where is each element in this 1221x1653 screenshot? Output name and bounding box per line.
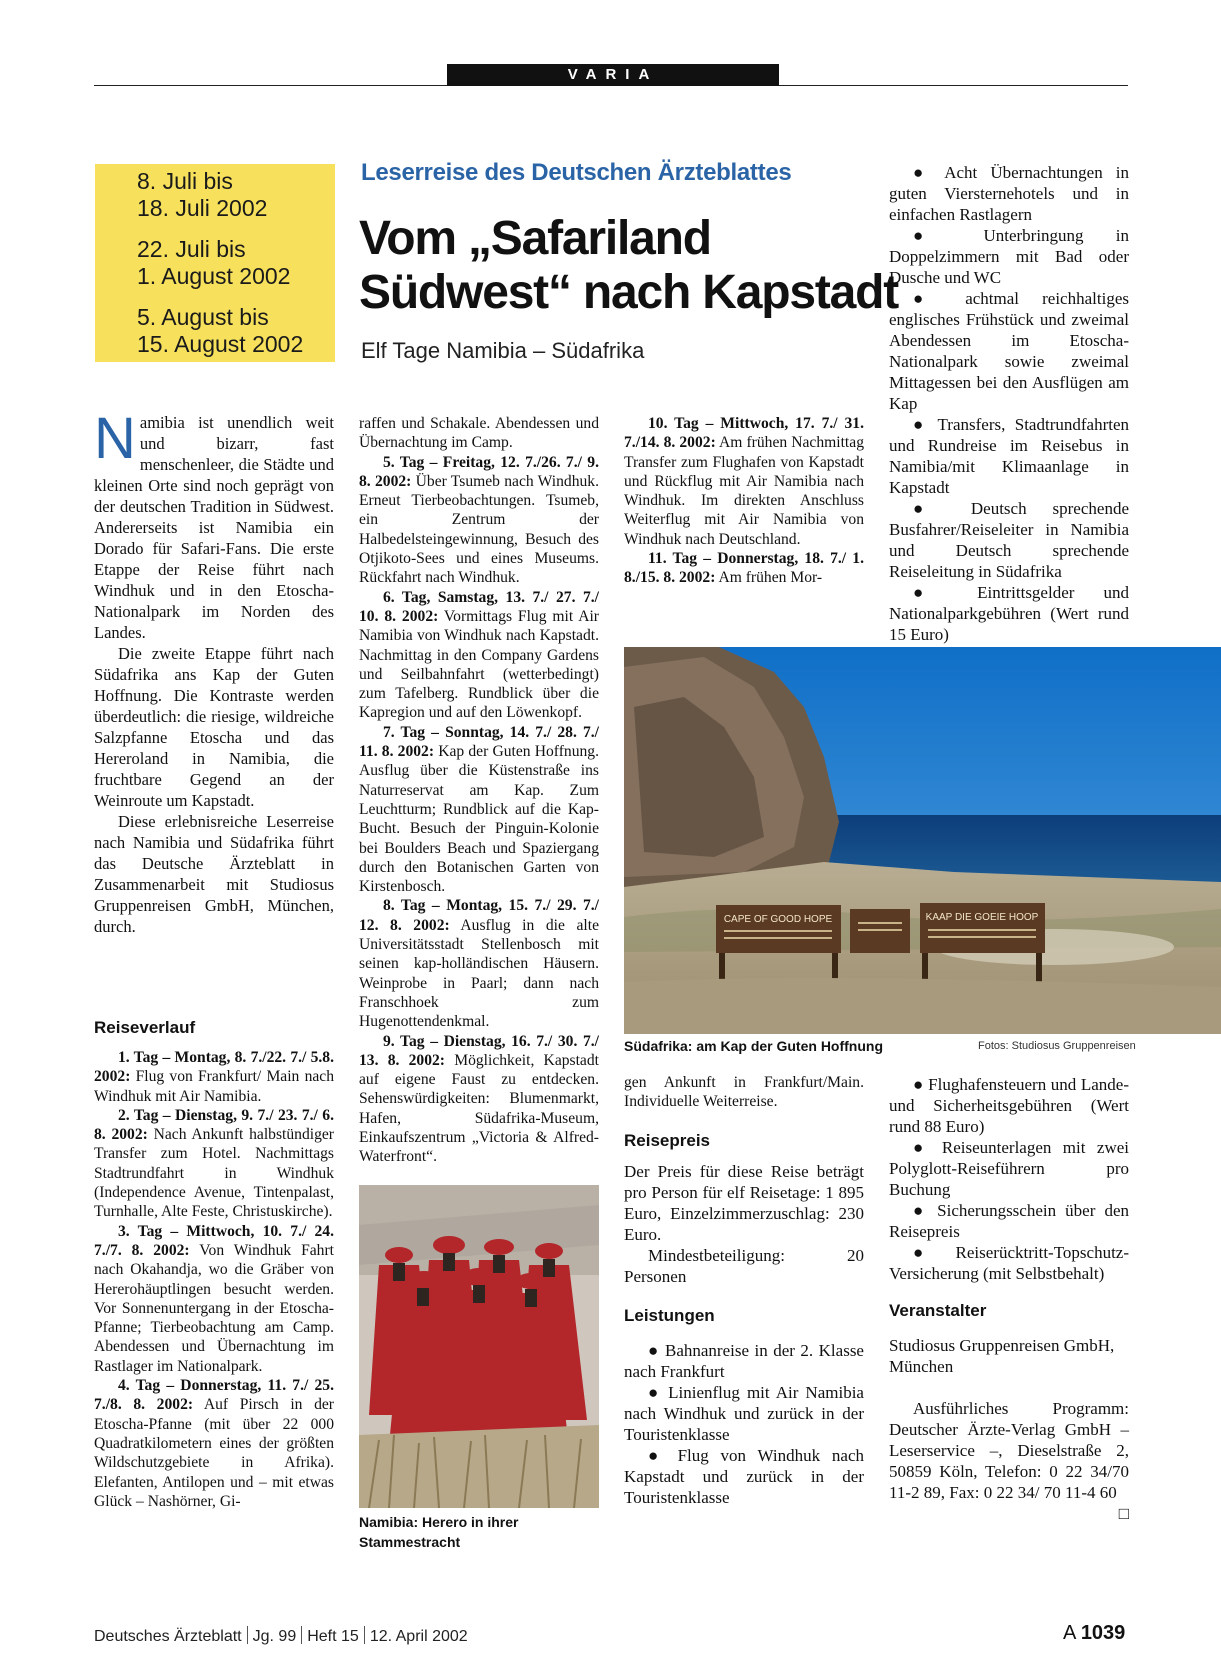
services-item: ● Deutsch sprechende Busfahrer/Reiseleiter in Namibia und Deutsch sprechende Reiseleitung in Südafrika: [889, 499, 1129, 581]
services-item-text: Reiserücktritt-Topschutz-Versicherung (mit Selbstbehalt): [889, 1243, 1129, 1283]
date-range-1: [95, 168, 335, 222]
itinerary-day: [624, 414, 864, 549]
itinerary-day: [94, 1048, 334, 1106]
day-heading: 6. Tag, Samstag, 13. 7./ 27. 7./ 10. 8. 2002:: [359, 588, 599, 625]
footer-separator: [301, 1626, 302, 1644]
article-subhead: Elf Tage Namibia – Südafrika: [361, 338, 645, 363]
intro-column: [94, 406, 334, 937]
services-item-text: Reiseunterlagen mit zwei Polyglott-Reiseführern pro Buchung: [889, 1138, 1129, 1199]
services-item-text: achtmal reichhaltiges englisches Frühstück und zweimal Abendessen im Etoscha-Nationalpark sowie zweimal Mittagessen bei den Ausflügen am Kap: [889, 289, 1129, 413]
day-text: Über Tsumeb nach Windhuk. Erneut Tierbeobachtungen. Tsumeb, ein Zentrum der Halbedelsteingewinnung, Besuch des Otjikoto-Sees und eines Museums. Rückfahrt nach Windhuk.: [359, 472, 599, 587]
services-item: ● Eintrittsgelder und Nationalparkgebühren (Wert rund 15 Euro): [889, 583, 1129, 644]
headline-line: Südwest“ nach Kapstadt: [359, 266, 899, 319]
herero-photo-caption: Namibia: Herero in ihrer Stammestracht: [359, 1514, 519, 1550]
day-text: Auf Pirsch in der Etoscha-Pfanne (mit über 22 000 Quadratkilometern eines der größten Wildschutzgebiete in Afrika). Elefanten, Antilopen und – mit etwas Glück – Nashörner, Gi-: [94, 1396, 334, 1510]
day-text: Möglichkeit, Kapstadt auf eigene Faust zu entdecken. Sehenswürdigkeiten: Blumenmarkt, Hafen, Südafrika-Museum, Einkaufszentrum „Victoria & Alfred-Waterfront“.: [359, 1051, 599, 1166]
itinerary-day: [624, 549, 864, 588]
day-text: Vormittags Flug mit Air Namibia von Windhuk nach Kapstadt. Nachmittag in den Company Gardens und Seilbahnfahrt (wetterbedingt) zum Tafelberg. Rundblick über die Kapregion und auf den Löwenkopf.: [359, 607, 599, 722]
services-heading: Leistungen: [624, 1305, 715, 1325]
organizer-heading: Veranstalter: [889, 1301, 987, 1320]
itinerary-continuation: raffen und Schakale. Abendessen und Übernachtung im Camp.: [359, 415, 599, 452]
services-item-text: Sicherungsschein über den Reisepreis: [889, 1201, 1129, 1241]
travel-dates-box: [95, 164, 335, 362]
services-item: ● Bahnanreise in der 2. Klasse nach Frankfurt: [624, 1340, 864, 1381]
itinerary-column-2: [359, 414, 599, 1167]
date-range-2: [95, 236, 335, 290]
price-and-services-column: [624, 1073, 864, 1508]
date-start: 5. August bis: [137, 304, 269, 330]
day-text: Von Windhuk Fahrt nach Okahandja, wo die Gräber von Hererohäuptlingen besucht werden. Vor Sonnenuntergang in der Etoscha-Pfanne; Tierbeobachtung am Camp. Abendessen und Übernachtung im Rastlager im Nationalpark.: [94, 1241, 334, 1375]
article-kicker: Leserreise des Deutschen Ärzteblattes: [361, 159, 792, 186]
program-info-text: Ausführliches Programm: Deutscher Ärzte-Verlag GmbH – Leserservice –, Dieselstraße 2, 50859 Köln, Telefon: 0 22 34/70 11-2 89, Fax: 0 22 34/ 70 11-4 60: [889, 1399, 1129, 1502]
services-item-text: Bahnanreise in der 2. Klasse nach Frankfurt: [624, 1340, 864, 1381]
services-item: ● achtmal reichhaltiges englisches Frühstück und zweimal Abendessen im Etoscha-Nationalpark sowie zweimal Mittagessen bei den Ausflügen am Kap: [889, 289, 1129, 413]
services-item-text: Transfers, Stadtrundfahrten und Rundreise im Reisebus in Namibia/mit Klimaanlage in Kapstadt: [889, 415, 1129, 497]
day-heading: 8. Tag – Montag, 15. 7./ 29. 7./ 12. 8. 2002:: [359, 897, 599, 934]
page-prefix: A: [1063, 1622, 1076, 1644]
itinerary-heading: Reiseverlauf: [94, 1018, 196, 1037]
services-item-text: Flug von Windhuk nach Kapstadt und zurück in der Touristenklasse: [624, 1445, 864, 1507]
services-item: ● Sicherungsschein über den Reisepreis: [889, 1201, 1129, 1241]
program-info: [889, 1398, 1129, 1523]
day-heading: 11. Tag – Donnerstag, 18. 7./ 1. 8./15. 8. 2002:: [624, 550, 864, 587]
services-item-text: Linienflug mit Air Namibia nach Windhuk und zurück in der Touristenklasse: [624, 1382, 864, 1444]
itinerary-day: [94, 1376, 334, 1511]
drop-cap: N: [94, 406, 136, 471]
services-list-bottom: [889, 1074, 1129, 1524]
itinerary-day: [359, 896, 599, 1031]
cape-sign-left: CAPE OF GOOD HOPE: [723, 914, 833, 925]
intro-paragraph: Diese erlebnisreiche Leserreise nach Namibia und Südafrika führt das Deutsche Ärzteblatt in Zusammenarbeit mit Studiosus Gruppenreisen GmbH, München, durch.: [94, 812, 334, 936]
day-text: Flug von Frankfurt/ Main nach Windhuk mit Air Namibia.: [94, 1068, 334, 1105]
cape-photo-image: [624, 647, 1221, 1034]
services-item-text: Eintrittsgelder und Nationalparkgebühren (Wert rund 15 Euro): [889, 583, 1129, 644]
herero-photo: [359, 1185, 599, 1508]
day-text: Am frühen Mor-: [715, 569, 823, 587]
photo-credit: Fotos: Studiosus Gruppenreisen: [978, 1040, 1136, 1052]
services-item-text: Unterbringung in Doppelzimmern mit Bad oder Dusche und WC: [889, 226, 1129, 287]
price-heading: Reisepreis: [624, 1130, 710, 1150]
day-text: Nach Ankunft halbstündiger Transfer zum Hotel. Nachmittags Stadtrundfahrt in Windhuk (Independence Avenue, Tintenpalast, Turnhalle, Alte Feste, Christuskirche).: [94, 1126, 335, 1221]
day-text: Am frühen Nachmittag Transfer zum Flughafen von Kapstadt und Rückflug mit Air Namibia nach Windhuk. Im direkten Anschluss Weiterflug mit Air Namibia von Windhuk nach Deutschland.: [624, 434, 864, 548]
price-paragraph: Der Preis für diese Reise beträgt pro Person für elf Reisetage: 1 895 Euro, Einzelzimmerzuschlag: 230 Euro.: [624, 1161, 864, 1244]
itinerary-column-1: [94, 1048, 334, 1511]
date-range-3: [95, 304, 335, 358]
day-heading: 7. Tag – Sonntag, 14. 7./ 28. 7./ 11. 8. 2002:: [359, 723, 599, 761]
services-item: ● Linienflug mit Air Namibia nach Windhuk und zurück in der Touristenklasse: [624, 1382, 864, 1444]
day-heading: 9. Tag – Dienstag, 16. 7./ 30. 7./ 13. 8. 2002:: [359, 1032, 599, 1069]
services-list-top: [889, 162, 1129, 645]
date-end: 18. Juli 2002: [137, 195, 268, 221]
services-item-text: Acht Übernachtungen in guten Viersternehotels und in einfachen Rastlagern: [889, 163, 1129, 224]
article-headline: [359, 212, 898, 320]
intro-paragraph: Die zweite Etappe führt nach Südafrika ans Kap der Guten Hoffnung. Die Kontraste werden überdeutlich: die riesige, wildreiche Salzpfanne Etoscha und das Hereroland in Namibia, die fruchtbare Gegend an der Weinroute um Kapstadt.: [94, 644, 334, 810]
herero-photo-image: [359, 1185, 599, 1508]
services-item-text: Deutsch sprechende Busfahrer/Reiseleiter in Namibia und Deutsch sprechende Reiseleitung in Südafrika: [889, 499, 1129, 581]
cape-photo-caption: Südafrika: am Kap der Guten Hoffnung: [624, 1038, 884, 1054]
services-item: ● Flughafensteuern und Lande- und Sicherheitsgebühren (Wert rund 88 Euro): [889, 1075, 1129, 1136]
journal-volume: Jg. 99: [252, 1628, 297, 1645]
cape-sign-right: KAAP DIE GOEIE HOOP: [925, 912, 1039, 923]
paragraph-text: amibia ist unendlich weit und bizarr, fast menschenleer, die Städte und kleinen Orte sind noch geprägt von der deutschen Tradition in Südwest. Andererseits ist Namibia ein Dorado für Safari-Fans. Die erste Etappe der Reise führt nach Windhuk und in den Etoscha-Nationalpark im Norden des Landes.: [94, 413, 334, 642]
day-heading: 1. Tag – Montag, 8. 7./22. 7./ 5.8. 2002:: [94, 1049, 334, 1086]
day-heading: 10. Tag – Mittwoch, 17. 7./ 31. 7./14. 8. 2002:: [624, 415, 864, 452]
itinerary-day: [94, 1222, 334, 1376]
headline-line: Vom „Safariland: [359, 212, 711, 265]
journal-issue: Heft 15: [307, 1628, 359, 1645]
services-item: ● Flug von Windhuk nach Kapstadt und zurück in der Touristenklasse: [624, 1445, 864, 1507]
organizer-name: Studiosus Gruppenreisen GmbH, München: [889, 1336, 1115, 1376]
day-heading: 4. Tag – Donnerstag, 11. 7./ 25. 7./8. 8. 2002:: [94, 1377, 334, 1414]
services-item: ● Reiserücktritt-Topschutz-Versicherung (mit Selbstbehalt): [889, 1243, 1129, 1283]
itinerary-day: [359, 1032, 599, 1167]
itinerary-day: [359, 588, 599, 723]
date-start: 22. Juli bis: [137, 236, 246, 262]
services-item-text: Flughafensteuern und Lande- und Sicherheitsgebühren (Wert rund 88 Euro): [889, 1075, 1129, 1136]
date-end: 15. August 2002: [137, 331, 304, 357]
services-item: ● Acht Übernachtungen in guten Viersternehotels und in einfachen Rastlagern: [889, 163, 1129, 224]
itinerary-day: [359, 723, 599, 897]
day-text: Kap der Guten Hoffnung. Ausflug über die Küstenstraße ins Naturreservat am Kap. Zum Leuchtturm; Rundblick auf die Kap-Bucht. Besuch der Pinguin-Kolonie bei Boulders Beach und Spaziergang durch den Botanischen Garten von Kirstenbosch.: [359, 743, 599, 896]
day-heading: 2. Tag – Dienstag, 9. 7./ 23. 7./ 6. 8. 2002:: [94, 1106, 334, 1144]
date-end: 1. August 2002: [137, 263, 291, 289]
itinerary-continuation: gen Ankunft in Frankfurt/Main. Individuelle Weiterreise.: [624, 1074, 864, 1111]
services-item: ● Reiseunterlagen mit zwei Polyglott-Reiseführern pro Buchung: [889, 1138, 1129, 1199]
section-label: VARIA: [447, 64, 779, 86]
page-number-value: 1039: [1080, 1622, 1126, 1644]
itinerary-column-3: [624, 414, 864, 588]
footer-separator: [364, 1626, 365, 1644]
day-heading: 5. Tag – Freitag, 12. 7./26. 7./ 9. 8. 2002:: [359, 453, 599, 490]
end-mark: □: [1118, 1504, 1129, 1523]
min-participants: Mindestbeteiligung: 20 Personen: [624, 1245, 864, 1286]
date-start: 8. Juli bis: [137, 168, 233, 194]
page-number: [1063, 1622, 1125, 1645]
itinerary-day: [359, 453, 599, 588]
day-text: Ausflug in die alte Universitätsstadt Stellenbosch mit seinen kap-holländischen Häusern. Weinprobe in Paarl; dann nach Franschhoek zum Hugenottendenkmal.: [359, 916, 599, 1031]
services-item: ● Unterbringung in Doppelzimmern mit Bad oder Dusche und WC: [889, 226, 1129, 287]
footer-separator: [247, 1626, 248, 1644]
issue-date: 12. April 2002: [369, 1628, 468, 1645]
journal-name: Deutsches Ärzteblatt: [94, 1628, 242, 1645]
day-heading: 3. Tag – Mittwoch, 10. 7./ 24. 7./7. 8. 2002:: [94, 1222, 334, 1259]
cape-of-good-hope-photo: [624, 647, 1221, 1034]
services-item: ● Transfers, Stadtrundfahrten und Rundreise im Reisebus in Namibia/mit Klimaanlage in Kapstadt: [889, 415, 1129, 497]
itinerary-day: [94, 1106, 334, 1222]
footer: [94, 1626, 468, 1646]
intro-paragraph: [94, 406, 334, 643]
